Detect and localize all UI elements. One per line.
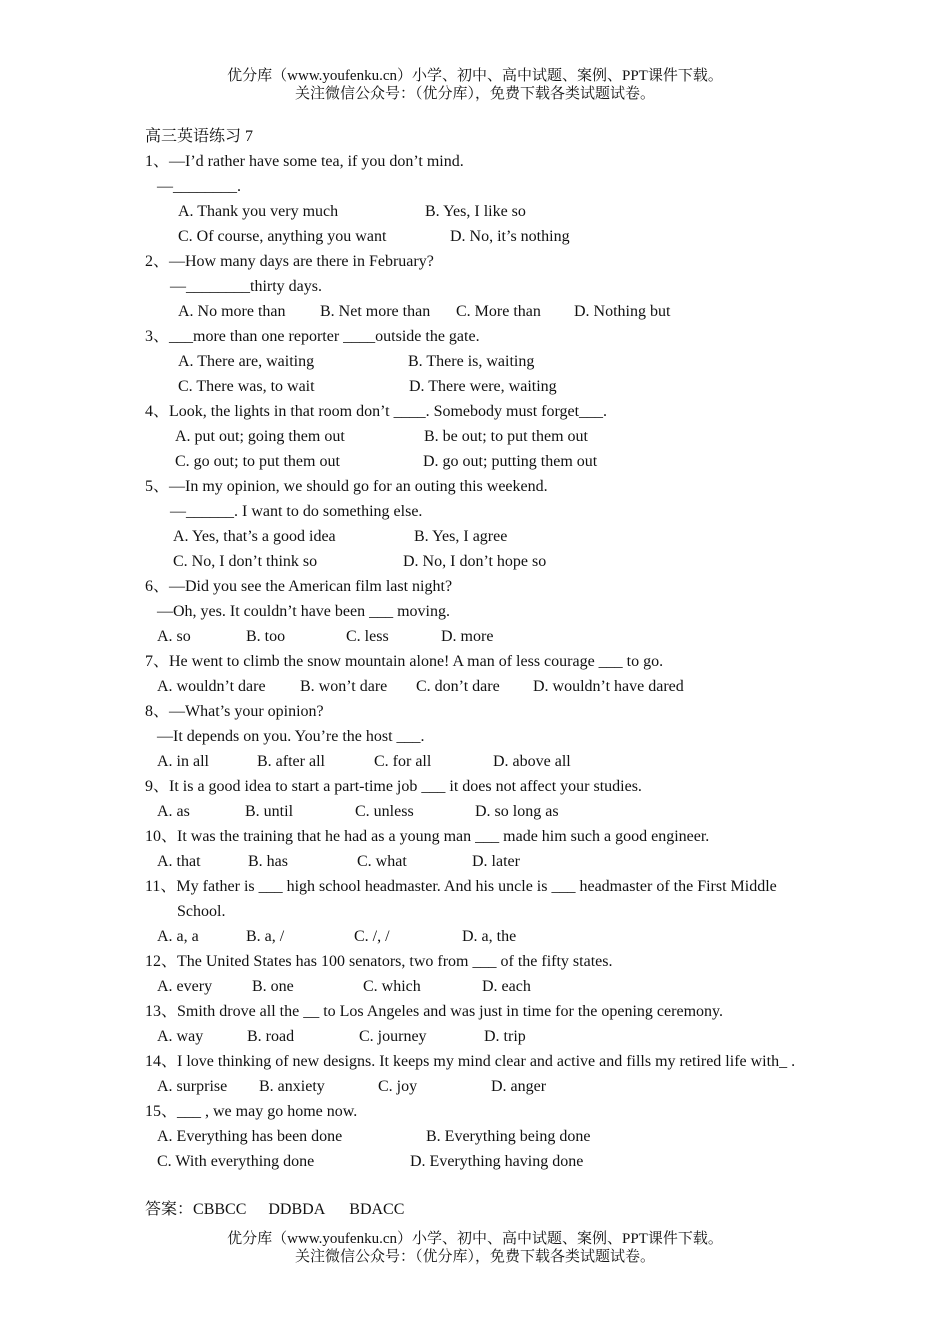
question-4: 4、Look, the lights in that room don’t ____. Somebody must forget___.: [145, 403, 608, 420]
q14-option-b: B. anxiety: [259, 1078, 325, 1095]
q1-option-b: B. Yes, I like so: [425, 203, 526, 220]
q6-option-c: C. less: [346, 628, 389, 645]
q13-option-a: A. way: [157, 1028, 204, 1045]
question-5: 5、—In my opinion, we should go for an outing this weekend.: [145, 478, 548, 495]
q11-option-b: B. a, /: [246, 928, 285, 945]
page-header: [0, 67, 950, 103]
question-8: 8、—What’s your opinion?: [145, 703, 324, 720]
q8-option-c: C. for all: [374, 753, 432, 770]
header-line-2: 关注微信公众号：（优分库），免费下载各类试题试卷。: [294, 86, 655, 102]
q5-option-b: B. Yes, I agree: [414, 528, 508, 545]
q5-option-d: D. No, I don’t hope so: [403, 553, 547, 570]
q9-option-c: C. unless: [355, 803, 414, 820]
header-line-1: 优分库（www.youfenku.cn）小学、初中、高中试题、案例、PPT课件下载。: [227, 68, 723, 84]
q13-option-c: C. journey: [359, 1028, 427, 1045]
q6-option-a: A. so: [157, 628, 191, 645]
q13-option-d: D. trip: [484, 1028, 526, 1045]
q14-option-c: C. joy: [378, 1078, 418, 1095]
q12-option-b: B. one: [252, 978, 294, 995]
footer-line-2: 关注微信公众号：（优分库），免费下载各类试题试卷。: [294, 1249, 655, 1265]
answer-group-2: DDBDA: [268, 1201, 326, 1218]
question-12: 12、The United States has 100 senators, two from ___ of the fifty states.: [145, 953, 613, 970]
q3-option-d: D. There were, waiting: [409, 378, 557, 395]
q8-option-d: D. above all: [493, 753, 571, 770]
q9-option-d: D. so long as: [475, 803, 559, 820]
q1-option-c: C. Of course, anything you want: [178, 228, 387, 245]
q10-option-a: A. that: [157, 853, 201, 870]
q4-option-a: A. put out; going them out: [175, 428, 345, 445]
q2-response: —________thirty days.: [170, 278, 322, 295]
question-11: 11、My father is ___ high school headmaster. And his uncle is ___ headmaster of the First Middle: [145, 878, 777, 895]
q15-option-a: A. Everything has been done: [157, 1128, 343, 1145]
q5-option-c: C. No, I don’t think so: [173, 553, 318, 570]
q3-option-a: A. There are, waiting: [178, 353, 315, 370]
question-1: 1、—I’d rather have some tea, if you don’t mind.: [145, 153, 464, 170]
page-footer: [0, 1230, 950, 1266]
q13-option-b: B. road: [247, 1028, 295, 1045]
q12-option-a: A. every: [157, 978, 213, 995]
q11-continuation: School.: [177, 903, 226, 920]
q12-option-d: D. each: [482, 978, 531, 995]
q14-option-d: D. anger: [491, 1078, 547, 1095]
q1-option-a: A. Thank you very much: [178, 203, 339, 220]
q7-option-a: A. wouldn’t dare: [157, 678, 266, 695]
q10-option-d: D. later: [472, 853, 520, 870]
q10-option-c: C. what: [357, 853, 407, 870]
q2-option-c: C. More than: [456, 303, 541, 320]
question-3: 3、___more than one reporter ____outside the gate.: [145, 328, 480, 345]
q8-response: —It depends on you. You’re the host ___.: [157, 728, 425, 745]
q3-option-c: C. There was, to wait: [178, 378, 315, 395]
q2-option-b: B. Net more than: [320, 303, 431, 320]
answer-group-1: CBBCC: [193, 1201, 247, 1218]
question-6: 6、—Did you see the American film last night?: [145, 578, 453, 595]
question-9: 9、It is a good idea to start a part-time job ___ it does not affect your studies.: [145, 778, 642, 795]
q8-option-a: A. in all: [157, 753, 209, 770]
question-10: 10、It was the training that he had as a young man ___ made him such a good engineer.: [145, 828, 710, 845]
q6-option-d: D. more: [441, 628, 494, 645]
answer-group-3: BDACC: [349, 1201, 405, 1218]
q11-option-c: C. /, /: [354, 928, 390, 945]
document-title: 高三英语练习 7: [145, 128, 254, 145]
q7-option-d: D. wouldn’t have dared: [533, 678, 684, 695]
q12-option-c: C. which: [363, 978, 421, 995]
answer-key: [145, 1200, 404, 1220]
q4-option-d: D. go out; putting them out: [423, 453, 598, 470]
answer-label: 答案：: [145, 1201, 194, 1218]
question-14: 14、I love thinking of new designs. It keeps my mind clear and active and fills my retired life with_ .: [145, 1053, 796, 1070]
question-13: 13、Smith drove all the __ to Los Angeles and was just in time for the opening ceremony.: [145, 1003, 723, 1020]
question-7: 7、He went to climb the snow mountain alone! A man of less courage ___ to go.: [145, 653, 664, 670]
question-2: 2、—How many days are there in February?: [145, 253, 434, 270]
q15-option-c: C. With everything done: [157, 1153, 315, 1170]
q2-option-a: A. No more than: [178, 303, 286, 320]
footer-line-1: 优分库（www.youfenku.cn）小学、初中、高中试题、案例、PPT课件下载。: [227, 1231, 723, 1247]
q10-option-b: B. has: [248, 853, 288, 870]
question-15: 15、___ , we may go home now.: [145, 1103, 358, 1120]
q11-option-d: D. a, the: [462, 928, 517, 945]
q4-option-b: B. be out; to put them out: [424, 428, 588, 445]
q14-option-a: A. surprise: [157, 1078, 228, 1095]
q15-option-d: D. Everything having done: [410, 1153, 584, 1170]
q1-option-d: D. No, it’s nothing: [450, 228, 570, 245]
q6-option-b: B. too: [246, 628, 286, 645]
q7-option-b: B. won’t dare: [300, 678, 388, 695]
q5-option-a: A. Yes, that’s a good idea: [173, 528, 336, 545]
q11-option-a: A. a, a: [157, 928, 199, 945]
q3-option-b: B. There is, waiting: [408, 353, 535, 370]
q9-option-b: B. until: [245, 803, 294, 820]
q1-response: —________.: [157, 178, 241, 195]
q2-option-d: D. Nothing but: [574, 303, 671, 320]
q9-option-a: A. as: [157, 803, 190, 820]
q6-response: —Oh, yes. It couldn’t have been ___ moving.: [157, 603, 450, 620]
q8-option-b: B. after all: [257, 753, 325, 770]
q7-option-c: C. don’t dare: [416, 678, 500, 695]
q15-option-b: B. Everything being done: [426, 1128, 591, 1145]
q5-response: —______. I want to do something else.: [170, 503, 423, 520]
q4-option-c: C. go out; to put them out: [175, 453, 340, 470]
